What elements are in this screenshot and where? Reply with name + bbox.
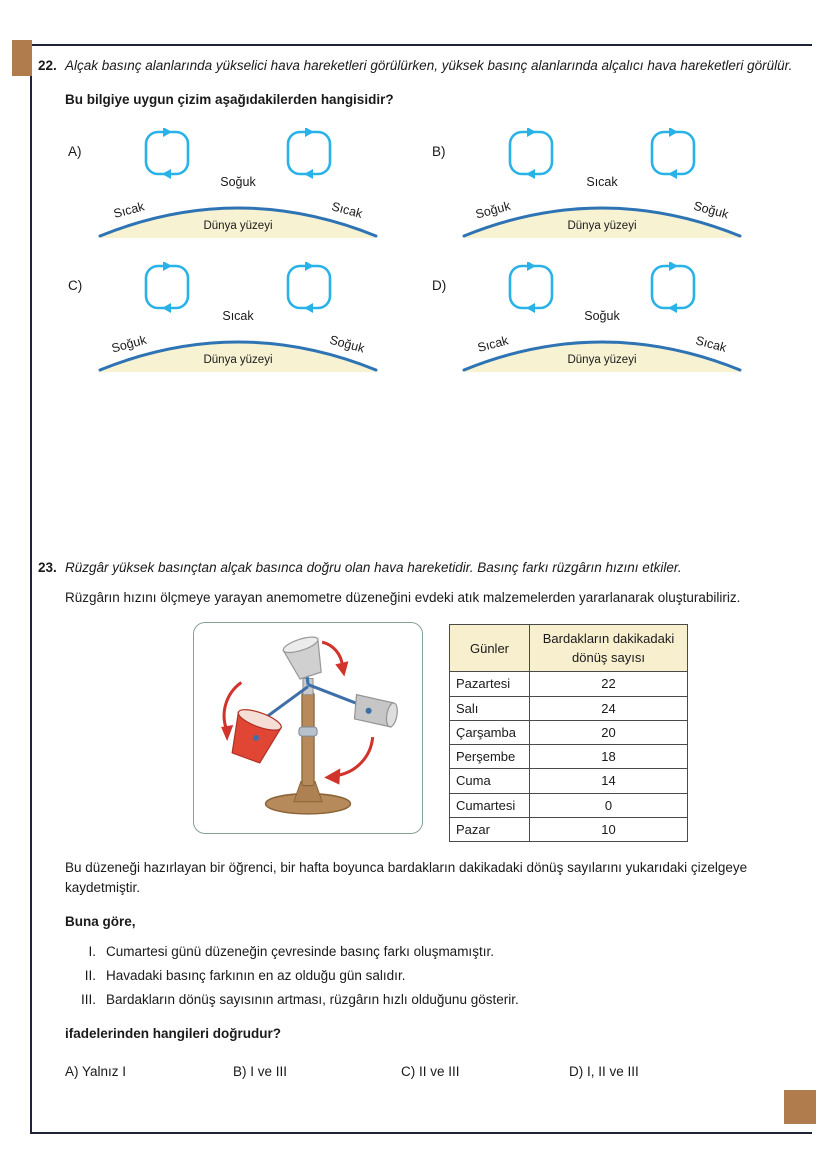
surface-label: Dünya yüzeyi xyxy=(567,353,637,366)
anemometer-drawing xyxy=(206,632,410,824)
question-stem: ifadelerinden hangileri doğrudur? xyxy=(65,1025,282,1041)
option-letter: D) xyxy=(432,277,447,293)
statement-item xyxy=(38,964,796,988)
temp-label-middle: Soğuk xyxy=(220,174,256,189)
temp-label-left: Soğuk xyxy=(474,198,512,222)
day-cell: Cuma xyxy=(450,769,530,793)
option-b xyxy=(432,128,796,238)
temp-label-middle: Soğuk xyxy=(584,308,620,323)
surface-label: Dünya yüzeyi xyxy=(567,219,637,232)
cup-gray-right xyxy=(354,695,398,728)
statement-item xyxy=(38,988,796,1012)
circulation-diagram xyxy=(98,262,378,372)
question-number: 23. xyxy=(38,560,57,575)
lead-in: Buna göre, xyxy=(65,913,136,929)
day-cell: Pazar xyxy=(450,817,530,841)
temp-label-middle: Sıcak xyxy=(586,174,618,189)
anemometer-figure xyxy=(193,622,423,834)
circulation-loop-icon xyxy=(652,128,694,179)
circulation-diagram xyxy=(462,262,742,372)
table-row xyxy=(450,720,688,744)
day-cell: Perşembe xyxy=(450,745,530,769)
corner-accent-bottom-right xyxy=(784,1090,816,1124)
statement-roman: I. xyxy=(88,943,96,959)
cup-gray-top xyxy=(282,634,328,681)
statements-list xyxy=(38,940,796,1012)
statement-roman: II. xyxy=(84,967,96,983)
day-cell: Pazartesi xyxy=(450,672,530,696)
table-row xyxy=(450,745,688,769)
cup-red xyxy=(225,705,284,765)
answer-choices xyxy=(65,1062,796,1082)
temp-label-left: Sıcak xyxy=(112,199,146,221)
temp-label-right: Soğuk xyxy=(328,332,366,356)
option-letter: B) xyxy=(432,143,446,159)
day-cell: Çarşamba xyxy=(450,720,530,744)
question-stem: Bu bilgiye uygun çizim aşağıdakilerden hangisidir? xyxy=(65,91,394,107)
table-row xyxy=(450,769,688,793)
circulation-loop-icon xyxy=(146,262,188,313)
count-cell: 14 xyxy=(530,769,688,793)
after-table-text: Bu düzeneği hazırlayan bir öğrenci, bir hafta boyunca bardakların dakikadaki dönüş sayılarını yukarıdaki çizelgeye kaydetmiştir. xyxy=(65,860,748,896)
count-cell: 18 xyxy=(530,745,688,769)
question-number: 22. xyxy=(38,58,57,73)
circulation-loop-icon xyxy=(146,128,188,179)
table-header-row xyxy=(450,624,688,671)
table-header-days: Günler xyxy=(450,624,530,671)
circulation-loop-icon xyxy=(510,128,552,179)
count-cell: 10 xyxy=(530,817,688,841)
frame-top-line xyxy=(30,44,812,46)
choice-d: D) I, II ve III xyxy=(569,1063,639,1079)
count-cell: 22 xyxy=(530,672,688,696)
circulation-loop-icon xyxy=(288,262,330,313)
corner-accent-top-left xyxy=(12,40,32,76)
stand-post xyxy=(302,693,314,786)
options-grid xyxy=(68,128,796,372)
table-row xyxy=(450,793,688,817)
statement-text: Havadaki basınç farkının en az olduğu gün salıdır. xyxy=(106,967,406,983)
frame-left-line xyxy=(30,44,32,1134)
statement-text: Bardakların dönüş sayısının artması, rüzgârın hızlı olduğunu gösterir. xyxy=(106,991,519,1007)
statement-roman: III. xyxy=(80,991,96,1007)
circulation-loop-icon xyxy=(510,262,552,313)
temp-label-left: Soğuk xyxy=(110,332,148,356)
frame-bottom-line xyxy=(30,1132,812,1134)
temp-label-left: Sıcak xyxy=(476,333,510,355)
day-cell: Salı xyxy=(450,696,530,720)
option-d xyxy=(432,262,796,372)
temp-label-right: Sıcak xyxy=(330,199,364,221)
circulation-loop-icon xyxy=(652,262,694,313)
question-setup: Rüzgârın hızını ölçmeye yarayan anemometre düzeneğini evdeki atık malzemelerden yararlanarak oluşturabiliriz. xyxy=(65,589,741,605)
option-c xyxy=(68,262,432,372)
option-letter: C) xyxy=(68,277,83,293)
surface-label: Dünya yüzeyi xyxy=(203,353,273,366)
choice-c: C) II ve III xyxy=(401,1063,460,1079)
count-cell: 24 xyxy=(530,696,688,720)
table-row xyxy=(450,817,688,841)
temp-label-middle: Sıcak xyxy=(222,308,254,323)
table-row xyxy=(450,672,688,696)
table-header-count: Bardakların dakikadaki dönüş sayısı xyxy=(530,624,688,671)
choice-b: B) I ve III xyxy=(233,1063,288,1079)
surface-label: Dünya yüzeyi xyxy=(203,219,273,232)
statement-text: Cumartesi günü düzeneğin çevresinde basınç farkı oluşmamıştır. xyxy=(106,943,494,959)
temp-label-right: Soğuk xyxy=(692,198,730,222)
temp-label-right: Sıcak xyxy=(694,333,728,355)
circulation-diagram xyxy=(98,128,378,238)
metal-collar xyxy=(299,727,317,736)
question-23 xyxy=(38,558,796,1082)
count-cell: 0 xyxy=(530,793,688,817)
option-a xyxy=(68,128,432,238)
question-22 xyxy=(38,56,796,372)
circulation-loop-icon xyxy=(288,128,330,179)
option-letter: A) xyxy=(68,143,82,159)
choice-a: A) Yalnız I xyxy=(65,1063,127,1079)
circulation-diagram xyxy=(462,128,742,238)
spin-count-table xyxy=(449,624,688,842)
table-row xyxy=(450,696,688,720)
statement-item xyxy=(38,940,796,964)
question-intro: Alçak basınç alanlarında yükselici hava hareketleri görülürken, yüksek basınç alanlarında alçalıcı hava hareketleri görülür. xyxy=(65,58,793,73)
question-intro: Rüzgâr yüksek basınçtan alçak basınca doğru olan hava hareketidir. Basınç farkı rüzgârın hızını etkiler. xyxy=(65,560,682,575)
day-cell: Cumartesi xyxy=(450,793,530,817)
count-cell: 20 xyxy=(530,720,688,744)
